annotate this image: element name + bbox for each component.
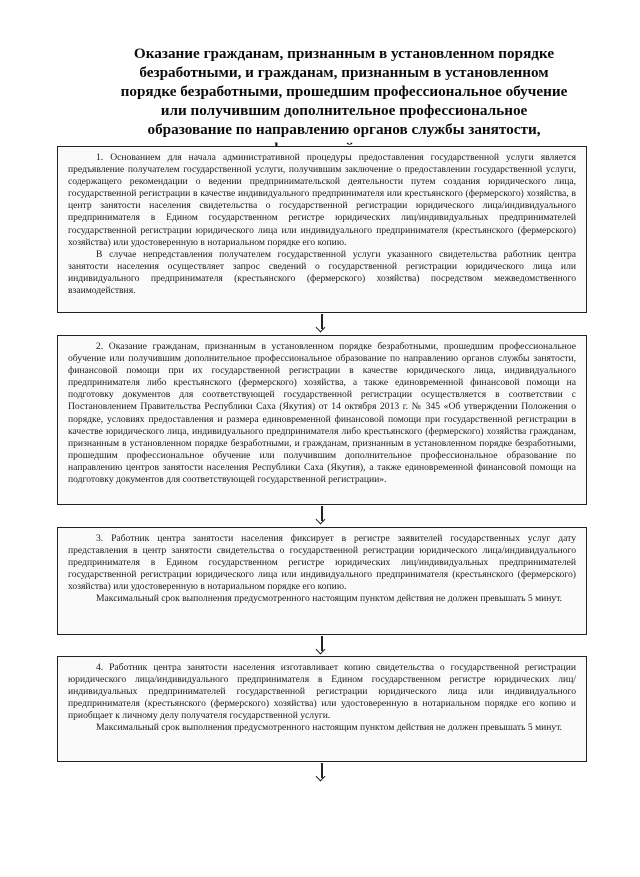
- step-3-paragraph-1: 3. Работник центра занятости населения фиксирует в регистре заявителей государственных услуг дату представления в центр занятости свидетельства о государственной регистрации юридического лица/индивидуального предпринимателя в Едином государственном регистре юридических лиц/индивидуальных предпринимателей государственной регистрации юридического лица или индивидуального предпринимателя (крестьянского (фермерского) хозяйства) или удостоверенную в нотариальном порядке его копию.: [68, 533, 576, 593]
- step-4-paragraph-2: Максимальный срок выполнения предусмотренного настоящим пунктом действия не должен превышать 5 минут.: [96, 722, 563, 734]
- step-2-box: [57, 335, 587, 505]
- flow-arrow-2: [321, 506, 323, 521]
- step-3-box: [57, 527, 587, 635]
- step-1-box: [57, 146, 587, 313]
- step-3-paragraph-2: Максимальный срок выполнения предусмотренного настоящим пунктом действия не должен превышать 5 минут.: [96, 593, 563, 605]
- flow-arrow-4: [321, 763, 323, 778]
- document-title: Оказание гражданам, признанным в установленном порядке безработными, и гражданам, признанным в установленном порядке безработными, прошедшим профессиональное обучение или получившим дополнительное профессиональное образование по направлению органов службы занятости,: [120, 45, 568, 138]
- step-4-paragraph-1: 4. Работник центра занятости населения изготавливает копию свидетельства о государственной регистрации юридического лица/индивидуального предпринимателя в Едином государственном регистре юридических лиц/индивидуальных предпринимателей государственной регистрации юридического лица или индивидуального предпринимателя (крестьянского (фермерского) хозяйства) или удостоверенную в нотариальном порядке его копию и приобщает к личному делу получателя государственной услуги.: [68, 662, 576, 722]
- step-1-paragraph-2: В случае непредставления получателем государственной услуги указанного свидетельства работник центра занятости населения осуществляет запрос сведений о государственной регистрации юридического лица или индивидуального предпринимателя (крестьянского (фермерского) хозяйства) посредством межведомственного взаимодействия.: [68, 248, 576, 297]
- flow-arrow-3: [321, 636, 323, 651]
- flow-arrow-1: [321, 314, 323, 329]
- step-4-box: [57, 656, 587, 762]
- step-2-paragraph-1: 2. Оказание гражданам, признанным в установленном порядке безработными, прошедшим профессиональное обучение или получившим дополнительное профессиональное образование по направлению органов службы занятости, финансовой помощи при их государственной регистрации в качестве юридического лица, индивидуального предпринимателя либо крестьянского (фермерского) хозяйства, а также единовременной финансовой помощи на подготовку документов для соответствующей государственной регистрации осуществляется в соответствии с Постановлением Правительства Республики Саха (Якутия) от 14 октября 2013 г. № 345 «Об утверждении Положения о порядке, условиях предоставления и размера единовременной финансовой помощи при государственной регистрации в качестве юридического лица, индивидуального предпринимателя либо крестьянского (фермерского) хозяйства гражданам, признанным в установленном порядке безработными, и гражданам, признанным в установленном порядке безработными, прошедшим профессиональное обучение или получившим дополнительное профессиональное образование по направлению центров занятости населения Республики Саха (Якутия), а также единовременной финансовой помощи на подготовку документов для соответствующей государственной регистрации».: [68, 341, 576, 486]
- step-1-paragraph-1: 1. Основанием для начала административной процедуры предоставления государственной услуги является предъявление получателем государственной услуги, получившим заключение о предоставлении государственной услуги, содержащего рекомендации о ведении предпринимательской деятельности путем создания юридического лица, государственной регистрации в качестве индивидуального предпринимателя или крестьянского (фермерского) хозяйства, в центр занятости населения свидетельства о государственной регистрации юридического лица/индивидуального предпринимателя в Едином государственном регистре юридических лиц/индивидуальных предпринимателей государственной регистрации юридического лица или индивидуального предпринимателя (крестьянского (фермерского) хозяйства) или удостоверенную в нотариальном порядке его копию.: [68, 152, 576, 248]
